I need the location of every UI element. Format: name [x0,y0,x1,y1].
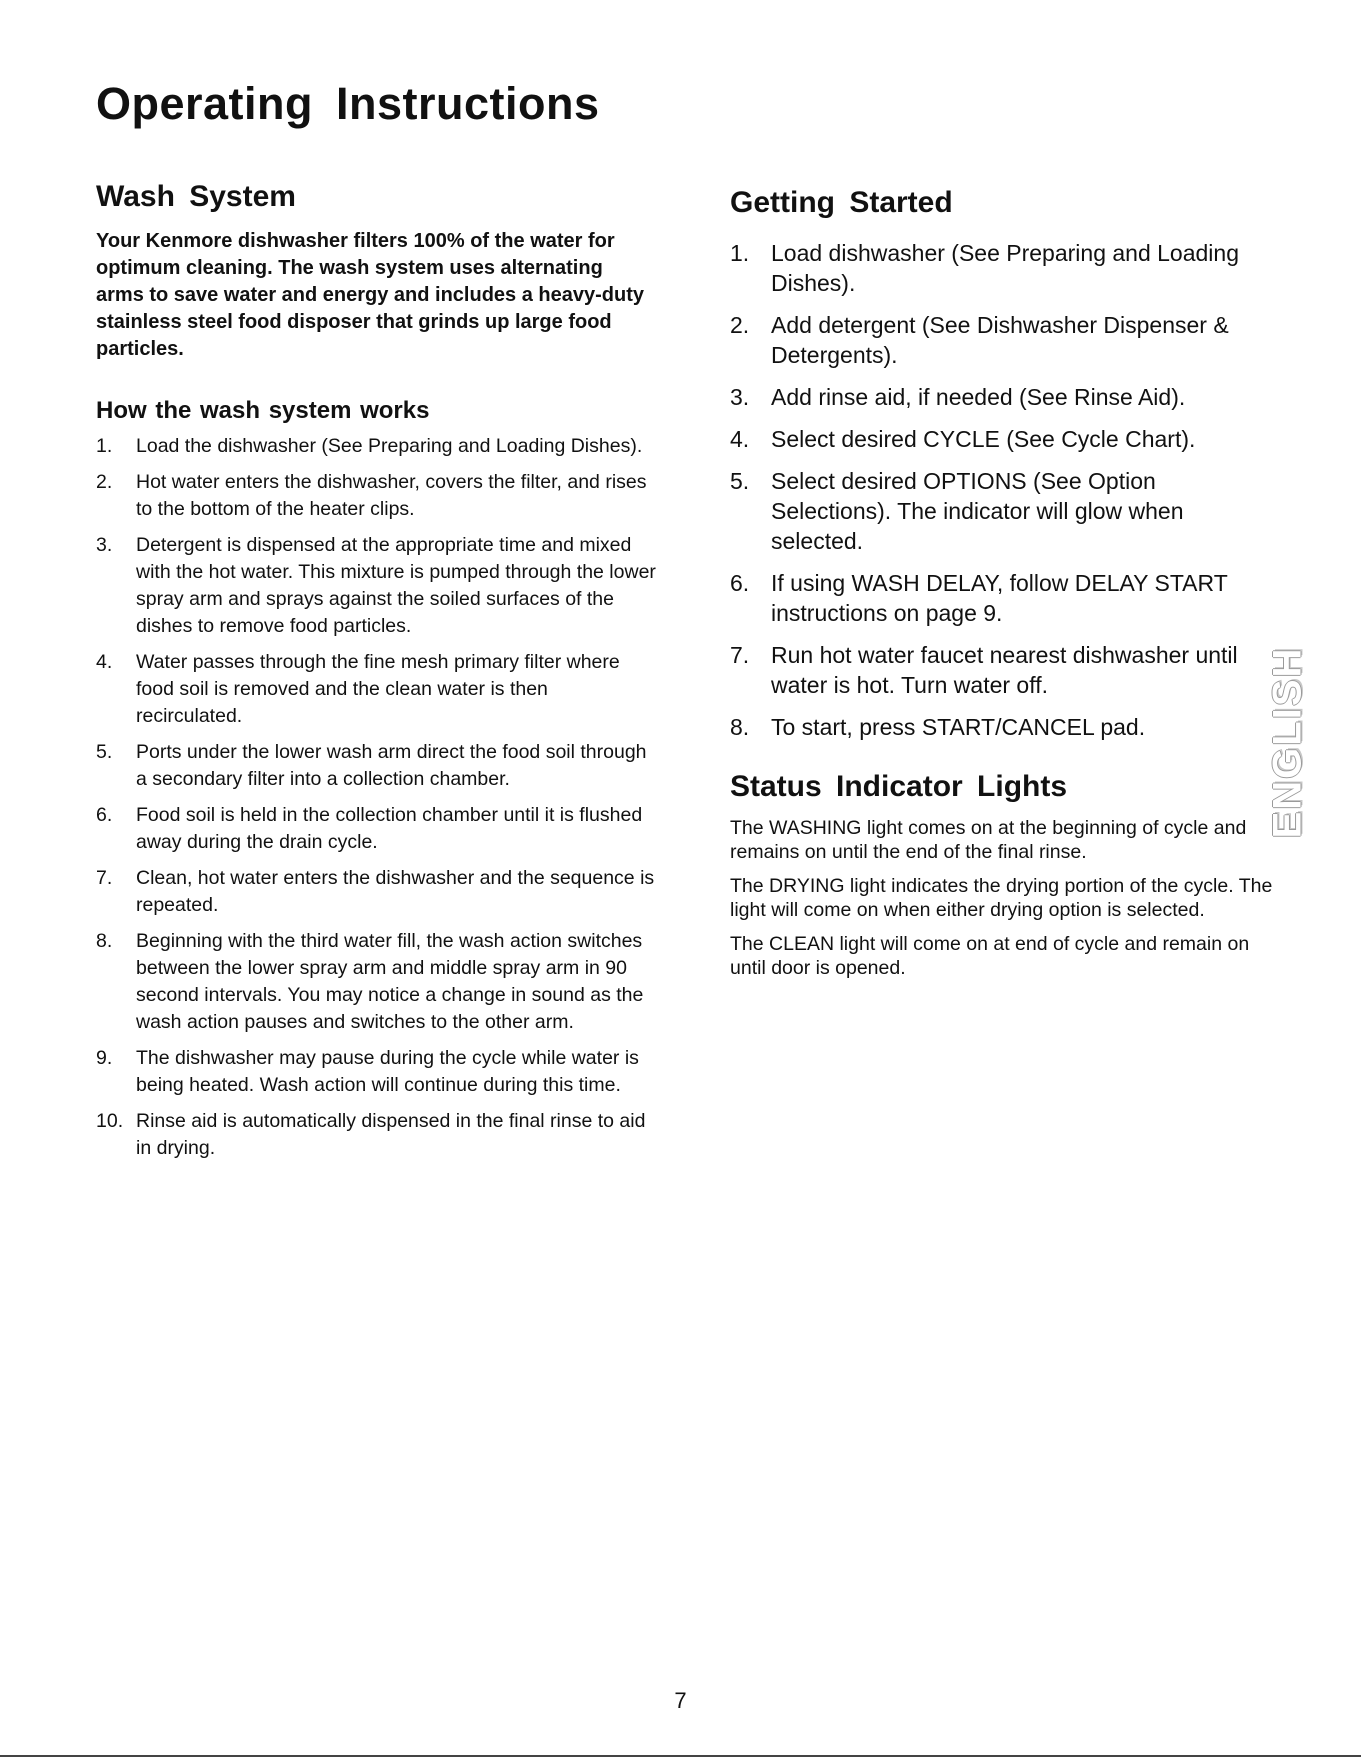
step-text: Select desired CYCLE (See Cycle Chart). [771,426,1196,452]
list-item [730,712,1241,742]
step-number: 4. [96,651,113,673]
english-side-tab-label: ENGLISH [1265,646,1310,838]
step-number: 5. [96,741,113,763]
list-item [96,1108,656,1162]
list-item [96,433,656,460]
step-text: Water passes through the fine mesh primary filter where food soil is removed and the clean water is then recirculated. [136,651,620,727]
page-title: Operating Instructions [96,78,600,129]
step-text: Clean, hot water enters the dishwasher and the sequence is repeated. [136,867,655,916]
list-item [96,739,656,793]
bottom-divider [0,1755,1361,1757]
step-number: 2. [730,312,750,338]
list-item [730,310,1241,370]
list-item [730,466,1241,556]
washing-light-paragraph: The WASHING light comes on at the beginning of cycle and remains on until the end of the final rinse. [730,817,1247,863]
step-text: Detergent is dispensed at the appropriate time and mixed with the hot water. This mixture is pumped through the lower spray arm and sprays against the soiled surfaces of the dishes to remove food particles. [136,534,656,637]
step-number: 5. [730,468,750,494]
how-wash-system-works-heading: How the wash system works [96,397,430,424]
list-item [96,802,656,856]
step-text: The dishwasher may pause during the cycle while water is being heated. Wash action will continue during this time. [136,1047,639,1096]
step-number: 7. [730,642,750,668]
step-number: 8. [96,930,113,952]
step-number: 6. [96,804,113,826]
step-number: 2. [96,471,113,493]
step-number: 3. [96,534,113,556]
step-text: Run hot water faucet nearest dishwasher until water is hot. Turn water off. [771,642,1238,698]
list-item [96,469,656,523]
wash-system-intro: Your Kenmore dishwasher filters 100% of the water for optimum cleaning. The wash system uses alternating arms to save water and energy and includes a heavy-duty stainless steel food disposer that grinds up large food particles. [96,230,644,360]
step-number: 1. [96,435,113,457]
status-indicator-lights-heading: Status Indicator Lights [730,770,1068,803]
step-text: Ports under the lower wash arm direct the food soil through a secondary filter into a collection chamber. [136,741,647,790]
step-number: 7. [96,867,113,889]
wash-system-heading: Wash System [96,180,296,213]
getting-started-heading: Getting Started [730,186,953,219]
list-item [730,640,1241,700]
step-number: 10. [96,1110,124,1132]
step-number: 4. [730,426,750,452]
list-item [730,568,1241,628]
getting-started-column [730,186,1290,980]
getting-started-steps-list [730,238,1290,742]
step-number: 3. [730,384,750,410]
english-side-tab [1265,636,1310,848]
step-number: 6. [730,570,750,596]
list-item [96,649,656,730]
step-text: Add detergent (See Dishwasher Dispenser & Detergents). [771,312,1229,368]
list-item [96,532,656,640]
step-text: Load the dishwasher (See Preparing and Loading Dishes). [136,435,643,457]
step-text: Food soil is held in the collection chamber until it is flushed away during the drain cycle. [136,804,643,853]
step-text: If using WASH DELAY, follow DELAY START instructions on page 9. [771,570,1228,626]
clean-light-paragraph: The CLEAN light will come on at end of cycle and remain on until door is opened. [730,933,1250,979]
list-item [96,865,656,919]
step-number: 8. [730,714,750,740]
step-text: Add rinse aid, if needed (See Rinse Aid). [771,384,1186,410]
wash-system-steps-list [96,433,656,1162]
page-number: 7 [674,1688,687,1713]
list-item [730,424,1241,454]
list-item [96,928,656,1036]
step-number: 9. [96,1047,113,1069]
step-text: Select desired OPTIONS (See Option Selections). The indicator will glow when selected. [771,468,1184,554]
step-text: Load dishwasher (See Preparing and Loading Dishes). [771,240,1239,296]
step-text: To start, press START/CANCEL pad. [771,714,1146,740]
drying-light-paragraph: The DRYING light indicates the drying portion of the cycle. The light will come on when either drying option is selected. [730,875,1273,921]
step-text: Hot water enters the dishwasher, covers the filter, and rises to the bottom of the heater clips. [136,471,647,520]
step-text: Rinse aid is automatically dispensed in the final rinse to aid in drying. [136,1110,646,1159]
step-number: 1. [730,240,750,266]
list-item [730,238,1241,298]
step-text: Beginning with the third water fill, the wash action switches between the lower spray arm and middle spray arm in 90 second intervals. You may notice a change in sound as the wash action pauses and switches to the other arm. [136,930,644,1033]
wash-system-column [96,180,656,1171]
list-item [96,1045,656,1099]
list-item [730,382,1241,412]
